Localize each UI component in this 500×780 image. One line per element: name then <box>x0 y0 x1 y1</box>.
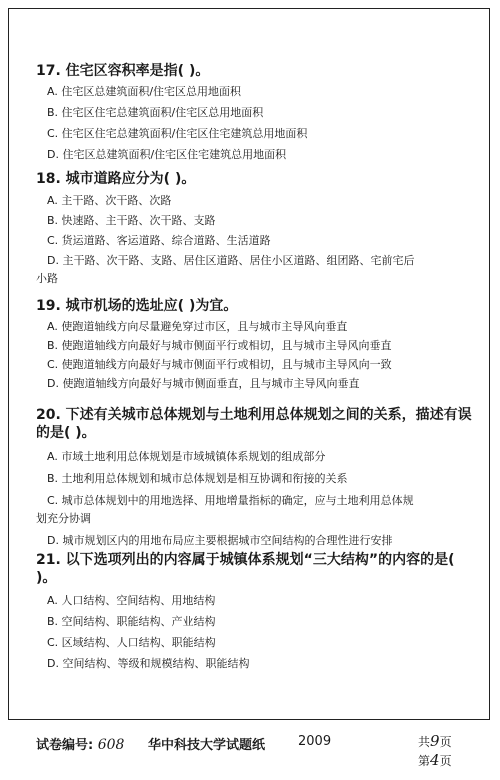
option-c-continuation: 划充分协调 <box>36 512 91 525</box>
page-counter <box>418 732 452 770</box>
option-b: B. 空间结构、职能结构、产业结构 <box>47 615 216 628</box>
question-stem: 18. 城市道路应分为( )。 <box>36 171 196 187</box>
exam-year: 2009 <box>298 734 332 749</box>
option-d-continuation: 小路 <box>36 272 58 285</box>
current-page: 4 <box>430 751 440 769</box>
option-a: A. 住宅区总建筑面积/住宅区总用地面积 <box>47 85 242 98</box>
question-stem: 19. 城市机场的选址应( )为宜。 <box>36 298 238 314</box>
option-a: A. 市域土地利用总体规划是市域城镇体系规划的组成部分 <box>47 450 326 463</box>
option-d: D. 空间结构、等级和规模结构、职能结构 <box>47 657 250 670</box>
option-b: B. 住宅区住宅总建筑面积/住宅区总用地面积 <box>47 106 264 119</box>
option-c: C. 货运道路、客运道路、综合道路、生活道路 <box>47 234 271 247</box>
total-pages-line <box>418 732 452 750</box>
current-prefix: 第 <box>418 754 431 768</box>
question-21 <box>36 551 476 671</box>
school-name: 华中科技大学试题纸 <box>148 738 266 753</box>
option-d: D. 主干路、次干路、支路、居住区道路、居住小区道路、组团路、宅前宅后 <box>47 254 415 267</box>
option-c: C. 城市总体规划中的用地选择、用地增量指标的确定，应与土地利用总体规 <box>47 494 414 507</box>
page-suffix-2: 页 <box>439 754 452 768</box>
exam-code <box>36 734 124 753</box>
exam-code-label: 试卷编号: <box>36 738 94 753</box>
option-a: A. 使跑道轴线方向尽量避免穿过市区，且与城市主导风向垂直 <box>47 320 348 333</box>
page-suffix: 页 <box>439 735 452 749</box>
question-19 <box>36 297 392 391</box>
option-c: C. 使跑道轴线方向最好与城市侧面平行或相切，且与城市主导风向一致 <box>47 358 392 371</box>
question-17 <box>36 62 307 162</box>
option-a: A. 人口结构、空间结构、用地结构 <box>47 594 216 607</box>
total-prefix: 共 <box>418 735 431 749</box>
option-b: B. 土地利用总体规划和城市总体规划是相互协调和衔接的关系 <box>47 472 348 485</box>
exam-code-value: 608 <box>97 737 125 753</box>
option-c: C. 住宅区住宅总建筑面积/住宅区住宅建筑总用地面积 <box>47 127 308 140</box>
option-d: D. 城市规划区内的用地布局应主要根据城市空间结构的合理性进行安排 <box>47 534 393 547</box>
option-d: D. 使跑道轴线方向最好与城市侧面垂直，且与城市主导风向垂直 <box>47 377 360 390</box>
option-d: D. 住宅区总建筑面积/住宅区住宅建筑总用地面积 <box>47 148 287 161</box>
option-a: A. 主干路、次干路、次路 <box>47 194 172 207</box>
question-stem: 21. 以下选项列出的内容属于城镇体系规划“三大结构”的内容的是( )。 <box>36 552 455 586</box>
current-page-line <box>418 751 452 769</box>
question-stem: 20. 下述有关城市总体规划与土地利用总体规划之间的关系，描述有误的是( )。 <box>36 407 472 441</box>
option-c: C. 区域结构、人口结构、职能结构 <box>47 636 216 649</box>
question-18 <box>36 170 414 286</box>
option-b: B. 快速路、主干路、次干路、支路 <box>47 214 216 227</box>
question-stem: 17. 住宅区容积率是指( )。 <box>36 63 210 79</box>
total-pages: 9 <box>430 732 440 750</box>
question-20 <box>36 406 476 548</box>
option-b: B. 使跑道轴线方向最好与城市侧面平行或相切，且与城市主导风向垂直 <box>47 339 392 352</box>
